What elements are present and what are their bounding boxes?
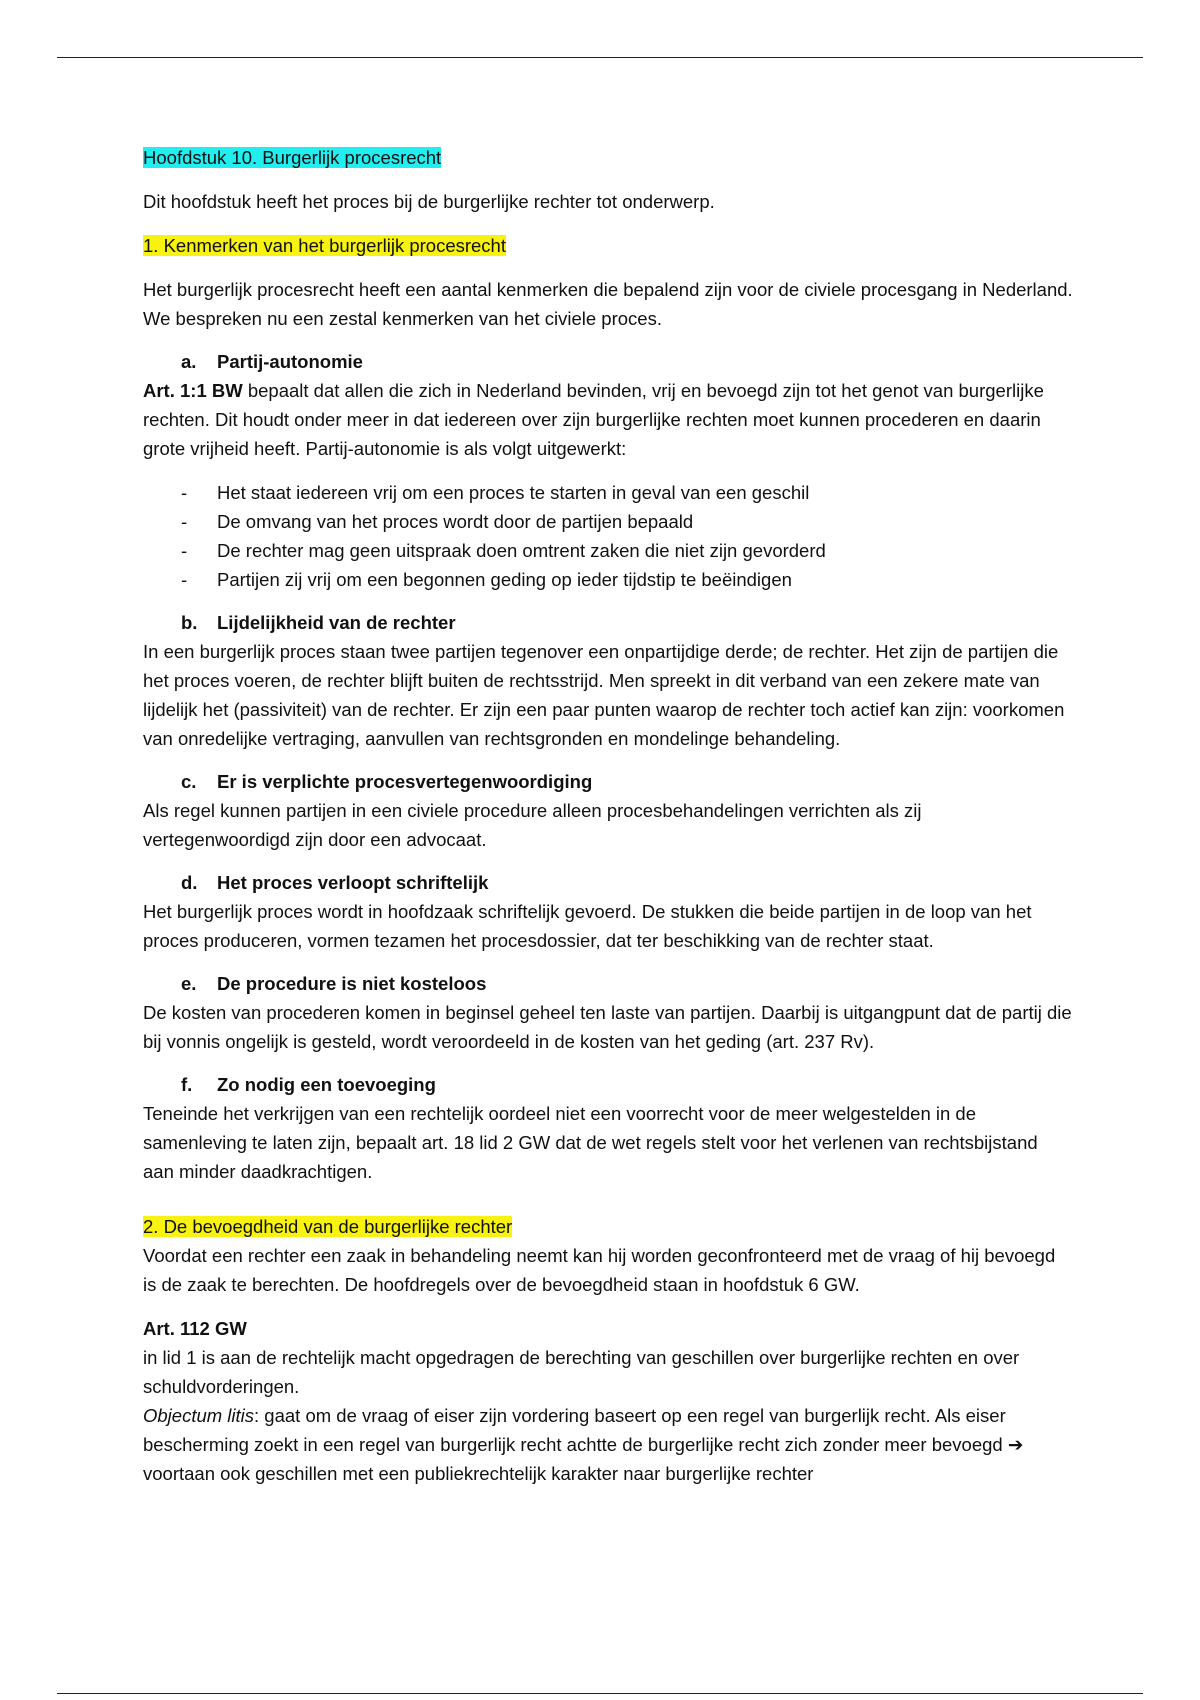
objectum-litis-paragraph: Objectum litis: gaat om de vraag of eiser zijn vordering baseert op een regel van burgerlijk recht. Als eiser bescherming zoekt in een regel van burgerlijk recht achtte de burgerlijke recht zich zonder meer bevoegd ➔ voortaan ook geschillen met een publiekrechtelijk karakter naar burgerlijke rechter bbox=[143, 1405, 1024, 1484]
paragraph-a: Art. 1:1 BW bepaalt dat allen die zich in Nederland bevinden, vrij en bevoegd zijn tot het genot van burgerlijke rechten. Dit houdt onder meer in dat iedereen over zijn burgerlijke rechten moet kunnen procederen en daarin grote vrijheid heeft. Partij-autonomie is als volgt uitgewerkt: bbox=[143, 380, 1044, 459]
section1-heading: 1. Kenmerken van het burgerlijk procesrecht bbox=[143, 235, 506, 256]
header-rule bbox=[57, 57, 1143, 58]
subheading-b: b. Lijdelijkheid van de rechter bbox=[181, 612, 456, 633]
dash-bullet-icon: - bbox=[181, 540, 188, 561]
subheading-e: e. De procedure is niet kosteloos bbox=[181, 973, 487, 994]
document-body bbox=[143, 143, 1073, 1488]
list-item: - Partijen zij vrij om een begonnen geding op ieder tijdstip te beëindigen bbox=[143, 565, 1073, 594]
list-item: - Het staat iedereen vrij om een proces te starten in geval van een geschil bbox=[143, 478, 1073, 507]
article-text: in lid 1 is aan de rechtelijk macht opgedragen de berechting van geschillen over burgerlijke rechten en over schuldvorderingen. bbox=[143, 1347, 1020, 1397]
paragraph-f: Teneinde het verkrijgen van een rechtelijk oordeel niet een voorrecht voor de meer welgestelden in de samenleving te laten zijn, bepaalt art. 18 lid 2 GW dat de wet regels stelt voor het verlenen van rechtsbijstand aan minder daadkrachtigen. bbox=[143, 1103, 1038, 1182]
dash-bullet-icon: - bbox=[181, 569, 188, 590]
section2-intro: Voordat een rechter een zaak in behandeling neemt kan hij worden geconfronteerd met de vraag of hij bevoegd is de zaak te berechten. De hoofdregels over de bevoegdheid staan in hoofdstuk 6 GW. bbox=[143, 1245, 1056, 1295]
list-item: - De omvang van het proces wordt door de partijen bepaald bbox=[143, 507, 1073, 536]
autonomy-list bbox=[143, 478, 1073, 594]
subheading-f: f. Zo nodig een toevoeging bbox=[181, 1074, 436, 1095]
subheading-d: d. Het proces verloopt schriftelijk bbox=[181, 872, 489, 893]
paragraph-e: De kosten van procederen komen in beginsel geheel ten laste van partijen. Daarbij is uitgangpunt dat de partij die bij vonnis ongelijk is gesteld, wordt veroordeeld in de kosten van het geding (art. 237 Rv). bbox=[143, 1002, 1072, 1052]
article-heading: Art. 112 GW bbox=[143, 1318, 247, 1339]
section2-heading: 2. De bevoegdheid van de burgerlijke rechter bbox=[143, 1216, 513, 1237]
paragraph-c: Als regel kunnen partijen in een civiele procedure alleen procesbehandelingen verrichten als zij vertegenwoordigd zijn door een advocaat. bbox=[143, 800, 922, 850]
footer-rule bbox=[57, 1693, 1143, 1694]
section1-intro: Het burgerlijk procesrecht heeft een aantal kenmerken die bepalend zijn voor de civiele procesgang in Nederland. We bespreken nu een zestal kenmerken van het civiele proces. bbox=[143, 279, 1073, 329]
paragraph-d: Het burgerlijk proces wordt in hoofdzaak schriftelijk gevoerd. De stukken die beide partijen in de loop van het proces produceren, vormen tezamen het procesdossier, dat ter beschikking van de rechter staat. bbox=[143, 901, 1032, 951]
right-arrow-icon: ➔ bbox=[1007, 1434, 1024, 1455]
dash-bullet-icon: - bbox=[181, 482, 188, 503]
subheading-c: c. Er is verplichte procesvertegenwoordiging bbox=[181, 771, 593, 792]
subheading-a: a. Partij-autonomie bbox=[181, 351, 363, 372]
chapter-title: Hoofdstuk 10. Burgerlijk procesrecht bbox=[143, 147, 442, 168]
list-item: - De rechter mag geen uitspraak doen omtrent zaken die niet zijn gevorderd bbox=[143, 536, 1073, 565]
dash-bullet-icon: - bbox=[181, 511, 188, 532]
paragraph-b: In een burgerlijk proces staan twee partijen tegenover een onpartijdige derde; de rechter. Het zijn de partijen die het proces voeren, de rechter blijft buiten de rechtsstrijd. Men spreekt in dit verband van een zekere mate van lijdelijk het (passiviteit) van de rechter. Er zijn een paar punten waarop de rechter toch actief kan zijn: voorkomen van onredelijke vertraging, aanvullen van rechtsgronden en mondelinge behandeling. bbox=[143, 641, 1065, 749]
chapter-intro: Dit hoofdstuk heeft het proces bij de burgerlijke rechter tot onderwerp. bbox=[143, 191, 715, 212]
